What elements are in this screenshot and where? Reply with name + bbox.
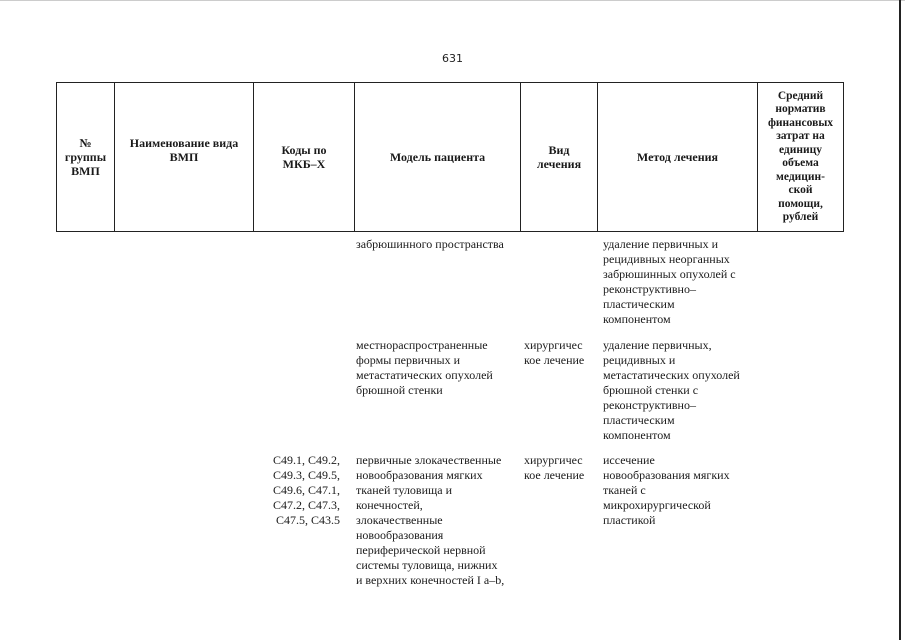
header-icd-codes-label: Коды по МКБ–Х [281,143,327,171]
header-treatment-type-label: Вид лечения [536,143,582,171]
header-group-number [57,83,114,231]
page-right-edge [899,0,901,640]
header-patient-model-label: Модель пациента [389,150,486,164]
row-1-patient-model: забрюшинного пространства [356,237,504,251]
row-3-patient-model: первичные злокачественные новообразования мягких тканей туловища и конечностей, злокачественные новообразования периферической нервной системы туловища, нижних и верхних конечностей I a–b, [356,453,505,587]
row-3-treatment-method: иссечение новообразования мягких тканей с микрохирургической пластикой [603,453,730,527]
row-3-treatment-type: хирургичес кое лечение [524,453,585,482]
header-vmp-name-label: Наименование вида ВМП [129,136,239,164]
page-number: 631 [442,52,463,65]
header-average-cost-label: Средний норматив финансовых затрат на единицу объема медицин- ской помощи, рублей [767,89,834,223]
header-treatment-method-label: Метод лечения [636,150,719,164]
header-icd-codes [253,83,354,231]
row-2-patient-model: местнораспространенные формы первичных и метастатических опухолей брюшной стенки [356,338,493,397]
row-1-treatment-method: удаление первичных и рецидивных неорганных забрюшинных опухолей с реконструктивно– пластическим компонентом [603,237,736,326]
page-top-edge [0,0,905,1]
header-average-cost [757,83,843,231]
header-treatment-method [597,83,757,231]
row-2-treatment-type: хирургичес кое лечение [524,338,585,367]
row-2-treatment-method: удаление первичных, рецидивных и метастатических опухолей брюшной стенки с реконструктивно– пластическим компонентом [603,338,740,442]
header-group-number-label: № группы ВМП [64,136,107,178]
row-3-icd-codes: C49.1, C49.2, C49.3, C49.5, C49.6, C47.1, C47.2, C47.3, C47.5, C43.5 [272,453,340,527]
table-header [56,82,844,232]
header-treatment-type [520,83,597,231]
header-patient-model [354,83,520,231]
header-vmp-name [114,83,253,231]
